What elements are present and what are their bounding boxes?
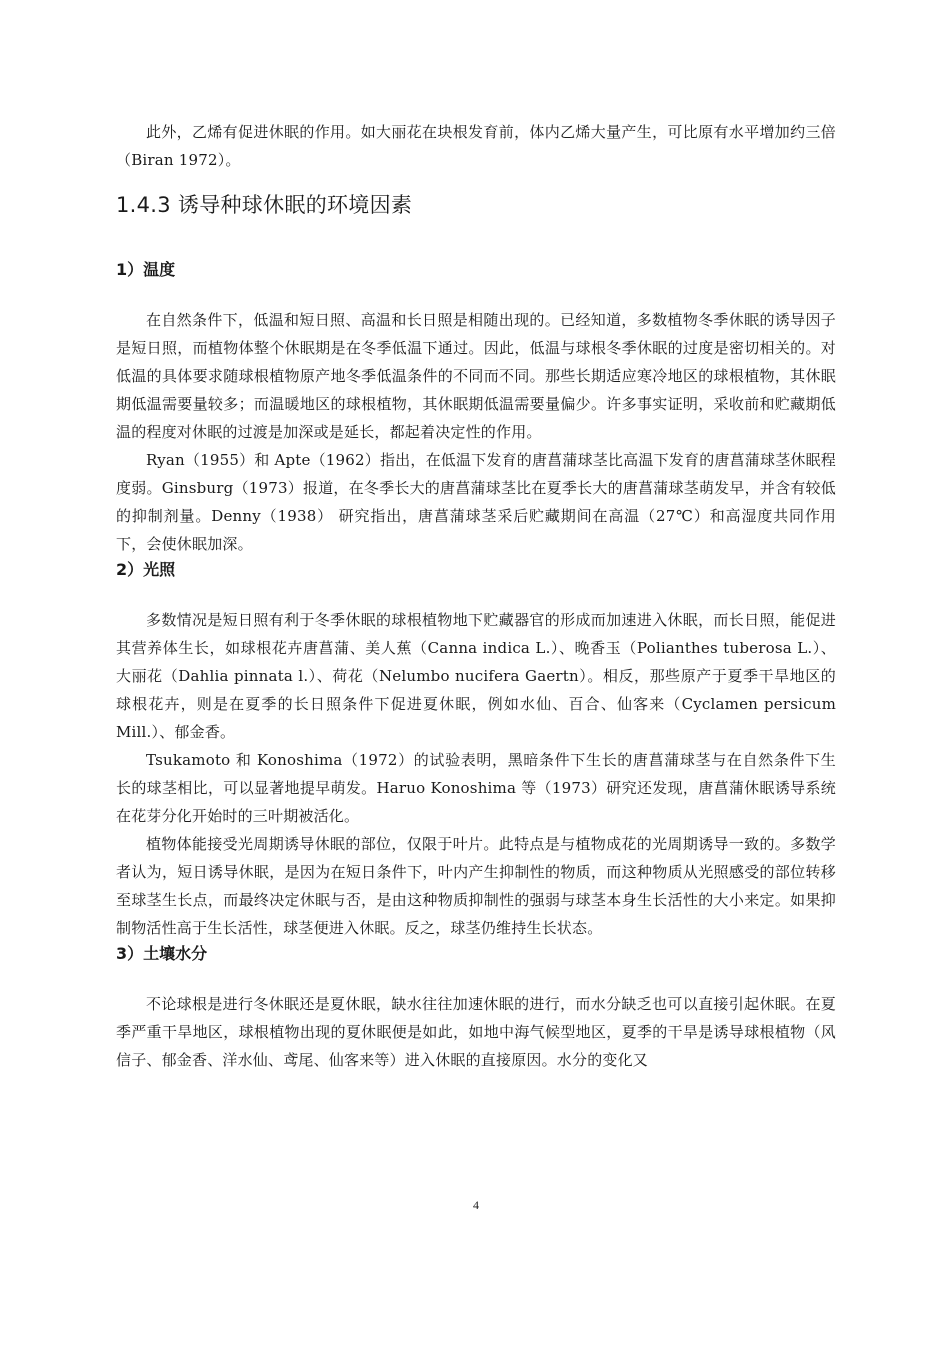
page-content (116, 118, 836, 1074)
subsection-heading-soil-moisture: 3）土壤水分 (116, 944, 208, 963)
subsection-heading-temperature: 1）温度 (116, 260, 176, 279)
subsection-heading-light: 2）光照 (116, 560, 176, 579)
intro-paragraph: 此外，乙烯有促进休眠的作用。如大丽花在块根发育前，体内乙烯大量产生，可比原有水平增加约三倍（Biran 1972）。 (116, 123, 836, 169)
paragraph: Tsukamoto 和 Konoshima（1972）的试验表明，黑暗条件下生长的唐菖蒲球茎与在自然条件下生长的球茎相比，可以显著地提早萌发。Haruo Konoshima 等（1973）研究还发现，唐菖蒲休眠诱导系统在花芽分化开始时的三叶期被活化。 (116, 751, 836, 825)
section-title: 1.4.3 诱导种球休眠的环境因素 (116, 193, 413, 217)
paragraph: 在自然条件下，低温和短日照、高温和长日照是相随出现的。已经知道，多数植物冬季休眠的诱导因子是短日照，而植物体整个休眠期是在冬季低温下通过。因此，低温与球根冬季休眠的过度是密切相关的。对低温的具体要求随球根植物原产地冬季低温条件的不同而不同。那些长期适应寒冷地区的球根植物，其休眠期低温需要量较多；而温暖地区的球根植物，其休眠期低温需要量偏少。许多事实证明，采收前和贮藏期低温的程度对休眠的过渡是加深或是延长，都起着决定性的作用。 (116, 311, 836, 441)
paragraph: Ryan（1955）和 Apte（1962）指出，在低温下发育的唐菖蒲球茎比高温下发育的唐菖蒲球茎休眠程度弱。Ginsburg（1973）报道，在冬季长大的唐菖蒲球茎比在夏季长大的唐菖蒲球茎萌发早，并含有较低的抑制剂量。Denny（1938） 研究指出，唐菖蒲球茎采后贮藏期间在高温（27℃）和高湿度共同作用下，会使休眠加深。 (116, 451, 836, 553)
paragraph: 植物体能接受光周期诱导休眠的部位，仅限于叶片。此特点是与植物成花的光周期诱导一致的。多数学者认为，短日诱导休眠，是因为在短日条件下，叶内产生抑制性的物质，而这种物质从光照感受的部位转移至球茎生长点，而最终决定休眠与否，是由这种物质抑制性的强弱与球茎本身生长活性的大小来定。如果抑制物活性高于生长活性，球茎便进入休眠。反之，球茎仍维持生长状态。 (116, 835, 836, 937)
page-number: 4 (473, 1198, 479, 1212)
paragraph: 多数情况是短日照有利于冬季休眠的球根植物地下贮藏器官的形成而加速进入休眠，而长日照，能促进其营养体生长，如球根花卉唐菖蒲、美人蕉（Canna indica L.）、晚香玉（Polianthes tuberosa L.）、大丽花（Dahlia pinnata l.）、荷花（Nelumbo nucifera Gaertn）。相反，那些原产于夏季干旱地区的球根花卉，则是在夏季的长日照条件下促进夏休眠，例如水仙、百合、仙客来（Cyclamen persicum Mill.）、郁金香。 (116, 611, 836, 741)
paragraph: 不论球根是进行冬休眠还是夏休眠，缺水往往加速休眠的进行，而水分缺乏也可以直接引起休眠。在夏季严重干旱地区，球根植物出现的夏休眠便是如此，如地中海气候型地区，夏季的干旱是诱导球根植物（风信子、郁金香、洋水仙、鸢尾、仙客来等）进入休眠的直接原因。水分的变化又 (116, 995, 836, 1069)
